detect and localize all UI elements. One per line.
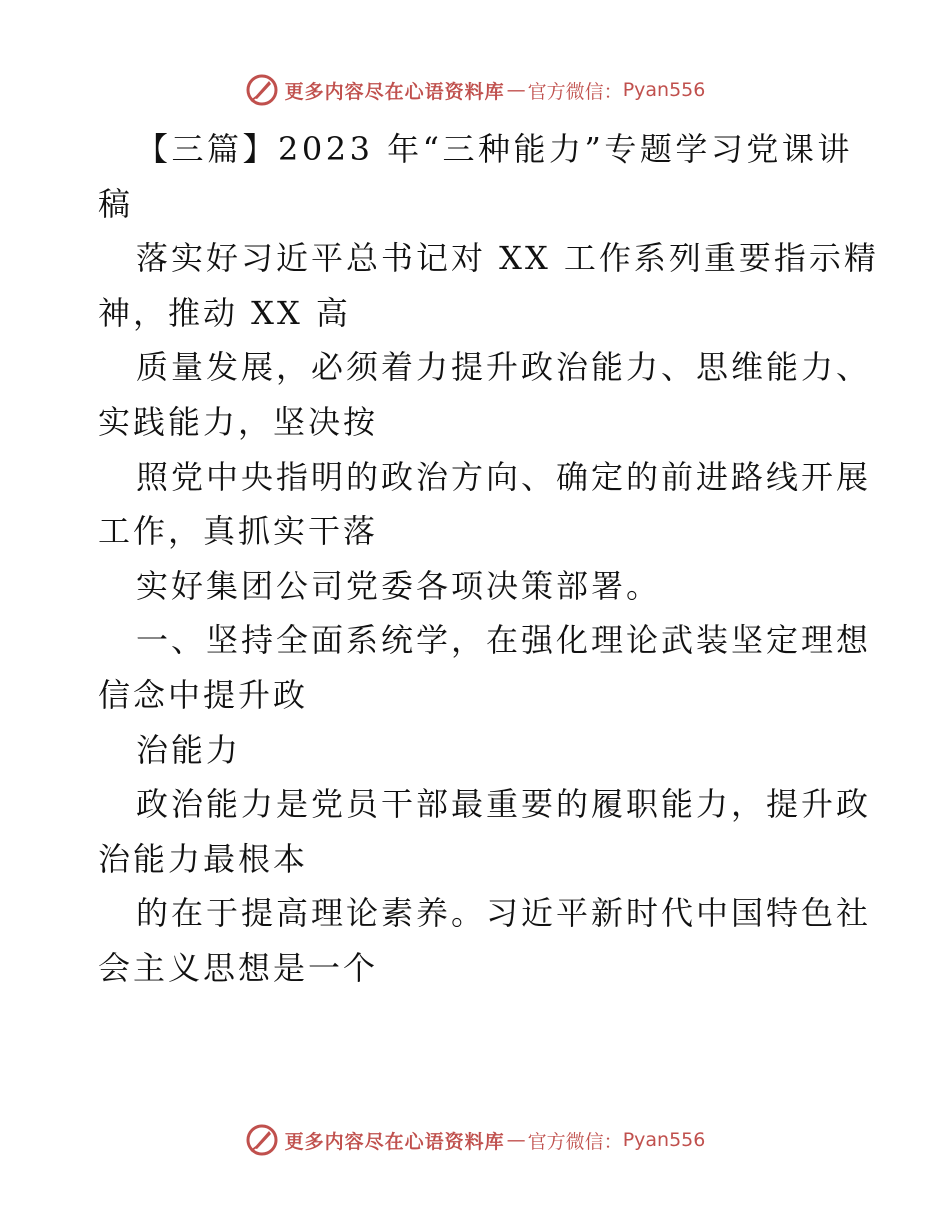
paragraph-line: 政治能力是党员干部最重要的履职能力，提升政 bbox=[136, 785, 872, 824]
quill-logo-icon bbox=[245, 73, 279, 107]
quill-logo-icon bbox=[245, 1123, 279, 1157]
paragraph-line: 照党中央指明的政治方向、确定的前进路线开展 bbox=[136, 457, 872, 496]
paragraph-line: 实好集团公司党委各项决策部署。 bbox=[136, 566, 662, 605]
banner-separator: — bbox=[506, 1129, 526, 1151]
section-heading-line: 治能力 bbox=[136, 730, 242, 769]
paragraph-line: 神，推动 XX 高 bbox=[98, 293, 351, 332]
paragraph-line: 的在于提高理论素养。习近平新时代中国特色社 bbox=[136, 894, 872, 933]
document-body bbox=[98, 122, 879, 996]
document-title-line-2: 稿 bbox=[98, 184, 134, 223]
paragraph-line: 会主义思想是一个 bbox=[98, 948, 379, 987]
banner-label: 官方微信： bbox=[527, 80, 623, 103]
section-heading-line: 一、坚持全面系统学，在强化理论武装坚定理想 bbox=[136, 621, 872, 660]
document-title-line-1: 【三篇】2023 年“三种能力”专题学习党课讲 bbox=[136, 130, 853, 168]
banner-label: 官方微信： bbox=[527, 1130, 623, 1153]
banner-account: Pyan556 bbox=[622, 1129, 706, 1151]
paragraph-line: 质量发展，必须着力提升政治能力、思维能力、 bbox=[136, 348, 872, 387]
banner-account: Pyan556 bbox=[622, 79, 706, 101]
banner-site-name: 更多内容尽在心语资料库 bbox=[284, 1130, 505, 1153]
banner-separator: — bbox=[506, 79, 526, 101]
paragraph-line: 工作，真抓实干落 bbox=[98, 512, 379, 551]
footer-banner bbox=[0, 1120, 950, 1160]
header-banner bbox=[0, 70, 950, 110]
paragraph-line: 实践能力，坚决按 bbox=[98, 402, 379, 441]
paragraph-line: 落实好习近平总书记对 XX 工作系列重要指示精 bbox=[136, 239, 879, 278]
banner-site-name: 更多内容尽在心语资料库 bbox=[284, 80, 505, 103]
section-heading-line: 信念中提升政 bbox=[98, 675, 309, 714]
paragraph-line: 治能力最根本 bbox=[98, 839, 309, 878]
